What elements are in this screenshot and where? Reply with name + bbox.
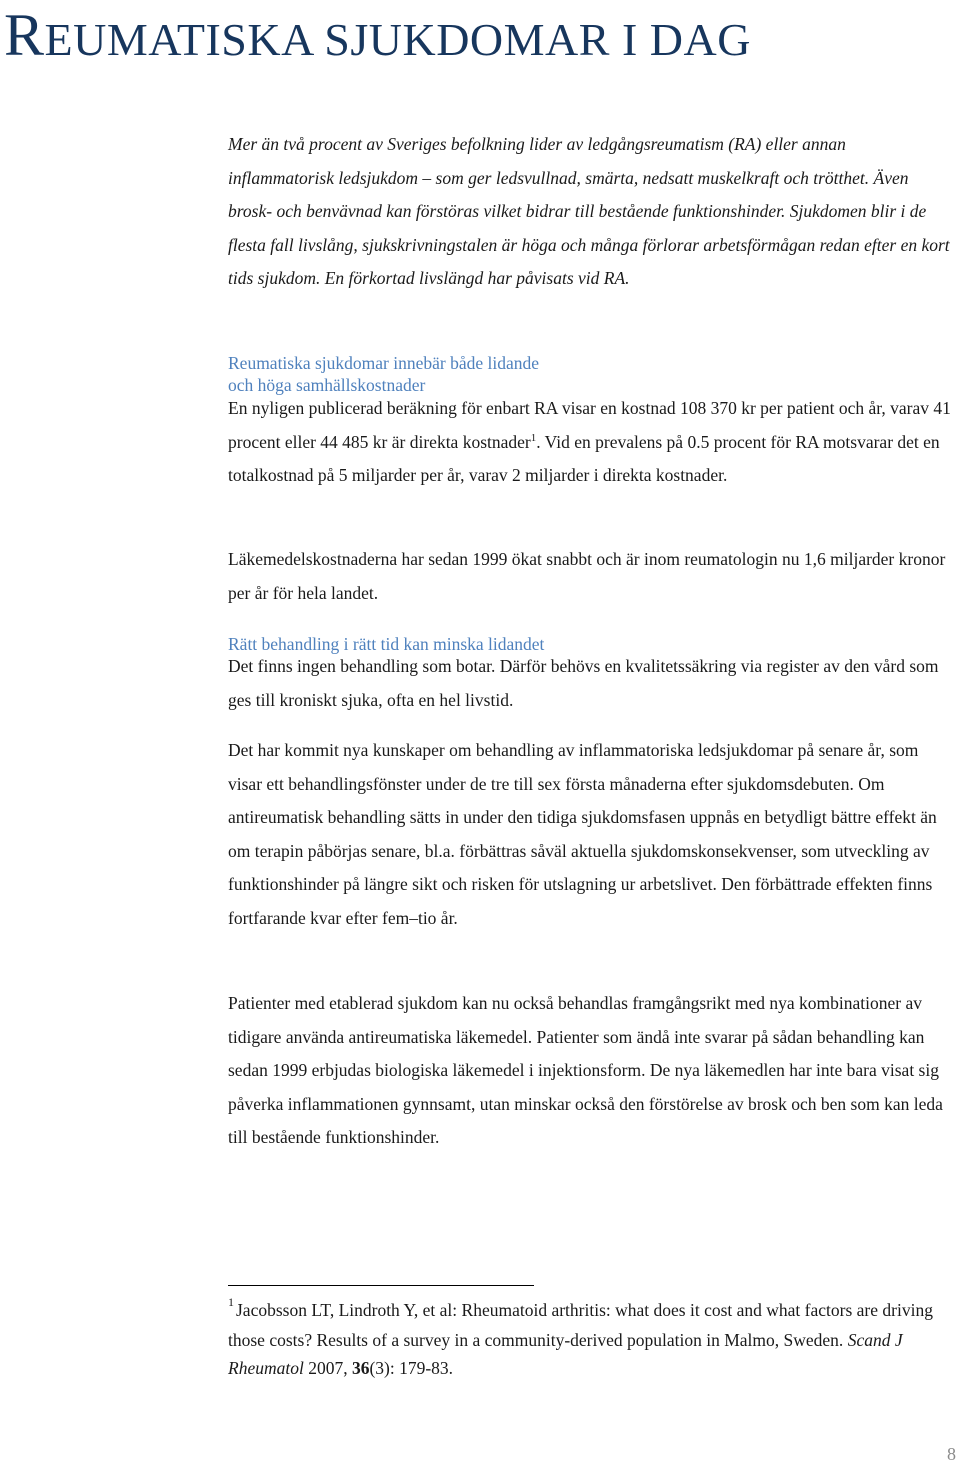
footnote-number: 1 bbox=[228, 1295, 234, 1309]
section-heading-costs bbox=[228, 352, 954, 396]
footnote-journal: Scand J Rheumatol bbox=[228, 1330, 903, 1378]
section-heading-costs-line1: Reumatiska sjukdomar innebär både lidande bbox=[228, 353, 540, 373]
costs-text-a: En nyligen publicerad beräkning för enbart RA visar en kostnad 108 370 kr per patient och år, varav 41 procent eller 44 485 kr är direkta kostnader bbox=[228, 398, 951, 452]
intro-paragraph: Mer än två procent av Sveriges befolkning lider av ledgångsreumatism (RA) eller annan inflammatorisk ledsjukdom – som ger ledsvullnad, smärta, nedsatt muskelkraft och trötthet. Även brosk- och benvävnad kan förstöras vilket bidrar till bestående funktionshinder. Sjukdomen blir i de flesta fall livslång, sjukskrivningstalen är höga och många förlorar arbetsförmågan redan efter en kort tids sjukdom. En förkortad livslängd har påvisats vid RA. bbox=[228, 134, 950, 289]
drug-costs-paragraph: Läkemedelskostnaderna har sedan 1999 ökat snabbt och är inom reumatologin nu 1,6 miljarder kronor per år för hela landet. bbox=[228, 549, 946, 603]
treatment-paragraph-2: Det har kommit nya kunskaper om behandling av inflammatoriska ledsjukdomar på senare år, som visar ett behandlingsfönster under de tre till sex första månaderna efter sjukdomsdebuten. Om antireumatisk behandling sätts in under den tidiga sjukdomsfasen uppnås en betydligt bättre effekt än om terapin påbörjas senare, bl.a. förbättras såväl aktuella sjukdomskonsekvenser, som utveckling av funktionshinder på längre sikt och risken för utslagning ur arbetslivet. Den förbättrade effekten finns fortfarande kvar efter fem–tio år. bbox=[228, 740, 937, 928]
costs-text-b: . Vid en prevalens på 0.5 procent för RA motsvarar det en totalkostnad på 5 miljarder per år, varav 2 miljarder i direkta kostnader. bbox=[228, 431, 940, 486]
page-title bbox=[4, 2, 751, 73]
page-number: 8 bbox=[947, 1444, 956, 1464]
footnote-citation: Jacobsson LT, Lindroth Y, et al: Rheumatoid arthritis: what does it cost and what factors are driving those costs? Results of a survey in a community-derived population in Malmo, Sweden. bbox=[228, 1300, 933, 1350]
footnote-year: 2007, bbox=[303, 1358, 352, 1378]
footnote-pages: (3): 179-83. bbox=[369, 1358, 454, 1378]
footnote-volume: 36 bbox=[351, 1358, 370, 1378]
title-initial: R bbox=[4, 2, 45, 68]
footnote bbox=[228, 1296, 958, 1382]
section-heading-treatment: Rätt behandling i rätt tid kan minska lidandet bbox=[228, 634, 545, 654]
section-heading-costs-line2: och höga samhällskostnader bbox=[228, 375, 426, 395]
treatment-paragraph-3: Patienter med etablerad sjukdom kan nu också behandlas framgångsrikt med nya kombinationer av tidigare använda antireumatiska läkemedel. Patienter som ändå inte svarar på sådan behandling kan sedan 1999 erbjudas biologiska läkemedel i injektionsform. De nya läkemedlen har inte bara visat sig påverka inflammationen gynnsamt, utan minskar också den förstörelse av brosk och ben som kan leda till bestående funktionshinder. bbox=[228, 993, 943, 1148]
costs-paragraph bbox=[228, 392, 954, 493]
treatment-paragraph-1: Det finns ingen behandling som botar. Därför behövs en kvalitetssäkring via register av den vård som ges till kroniskt sjuka, ofta en hel livstid. bbox=[228, 656, 939, 710]
footnote-reference: 1 bbox=[530, 431, 537, 444]
title-rest: EUMATISKA SJUKDOMAR I DAG bbox=[44, 14, 751, 65]
footnote-divider bbox=[228, 1285, 534, 1286]
